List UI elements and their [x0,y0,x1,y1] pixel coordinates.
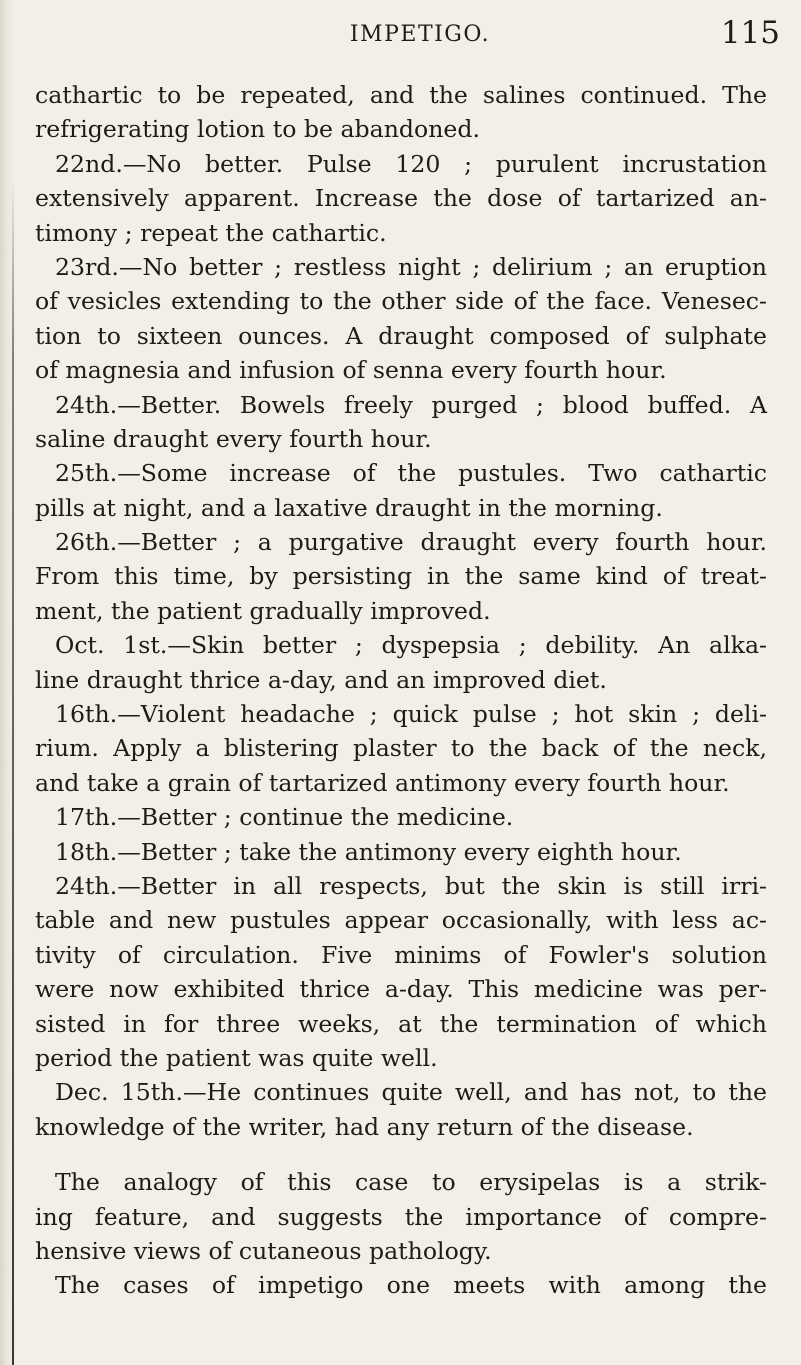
text-line: ment, the patient gradually improved. [35,596,491,625]
text-line: extensively apparent. Increase the dose of tartarized an- [35,184,767,213]
text-line: tion to sixteen ounces. A draught composed of sulphate [35,321,767,350]
text-line: 22nd.—No better. Pulse 120 ; purulent incrustation [55,149,767,178]
text-line: Dec. 15th.—He continues quite well, and has not, to the [55,1078,767,1107]
running-head: IMPETIGO. [349,22,491,47]
text-line: knowledge of the writer, had any return of the disease. [35,1112,694,1141]
text-line: saline draught every fourth hour. [35,424,432,453]
text-line: Oct. 1st.—Skin better ; dyspepsia ; debility. An alka- [55,631,767,660]
text-line: hensive views of cutaneous pathology. [35,1236,492,1265]
text-line: ing feature, and suggests the importance of compre- [35,1202,767,1231]
text-line: of vesicles extending to the other side of the face. Venesec- [35,287,767,316]
binding-edge-line [12,180,14,1365]
text-line: rium. Apply a blistering plaster to the back of the neck, [35,734,767,763]
text-line: line draught thrice a-day, and an improved diet. [35,665,607,694]
text-line: cathartic to be repeated, and the salines continued. The [35,81,767,109]
body-text [35,78,767,1303]
text-line: 18th.—Better ; take the antimony every eighth hour. [55,837,682,866]
text-line: From this time, by persisting in the same kind of treat- [35,562,767,591]
text-line: 24th.—Better. Bowels freely purged ; blood buffed. A [55,390,767,419]
page-number: 115 [720,15,780,51]
paragraph-gap [35,1144,767,1165]
text-line: pills at night, and a laxative draught in the morning. [35,493,663,522]
text-line: 23rd.—No better ; restless night ; delirium ; an eruption [55,252,767,281]
text-line: and take a grain of tartarized antimony every fourth hour. [35,768,730,797]
text-line: 26th.—Better ; a purgative draught every fourth hour. [55,528,767,557]
text-line: 17th.—Better ; continue the medicine. [55,803,514,832]
text-line: 25th.—Some increase of the pustules. Two cathartic [55,459,767,488]
text-line: sisted in for three weeks, at the termination of which [35,1009,767,1038]
text-line: 16th.—Violent headache ; quick pulse ; hot skin ; deli- [55,700,767,729]
text-line: table and new pustules appear occasionally, with less ac- [35,906,767,935]
text-line: refrigerating lotion to be abandoned. [35,115,480,144]
text-line: The cases of impetigo one meets with among the [55,1271,767,1300]
page-header [20,10,780,60]
text-line: period the patient was quite well. [35,1043,438,1072]
text-line: timony ; repeat the cathartic. [35,218,387,247]
text-line: tivity of circulation. Five minims of Fowler's solution [35,940,767,969]
text-line: were now exhibited thrice a-day. This medicine was per- [35,975,767,1004]
text-line: 24th.—Better in all respects, but the skin is still irri- [55,871,767,900]
text-line: of magnesia and infusion of senna every fourth hour. [35,356,667,385]
text-line: The analogy of this case to erysipelas is a strik- [55,1168,767,1197]
